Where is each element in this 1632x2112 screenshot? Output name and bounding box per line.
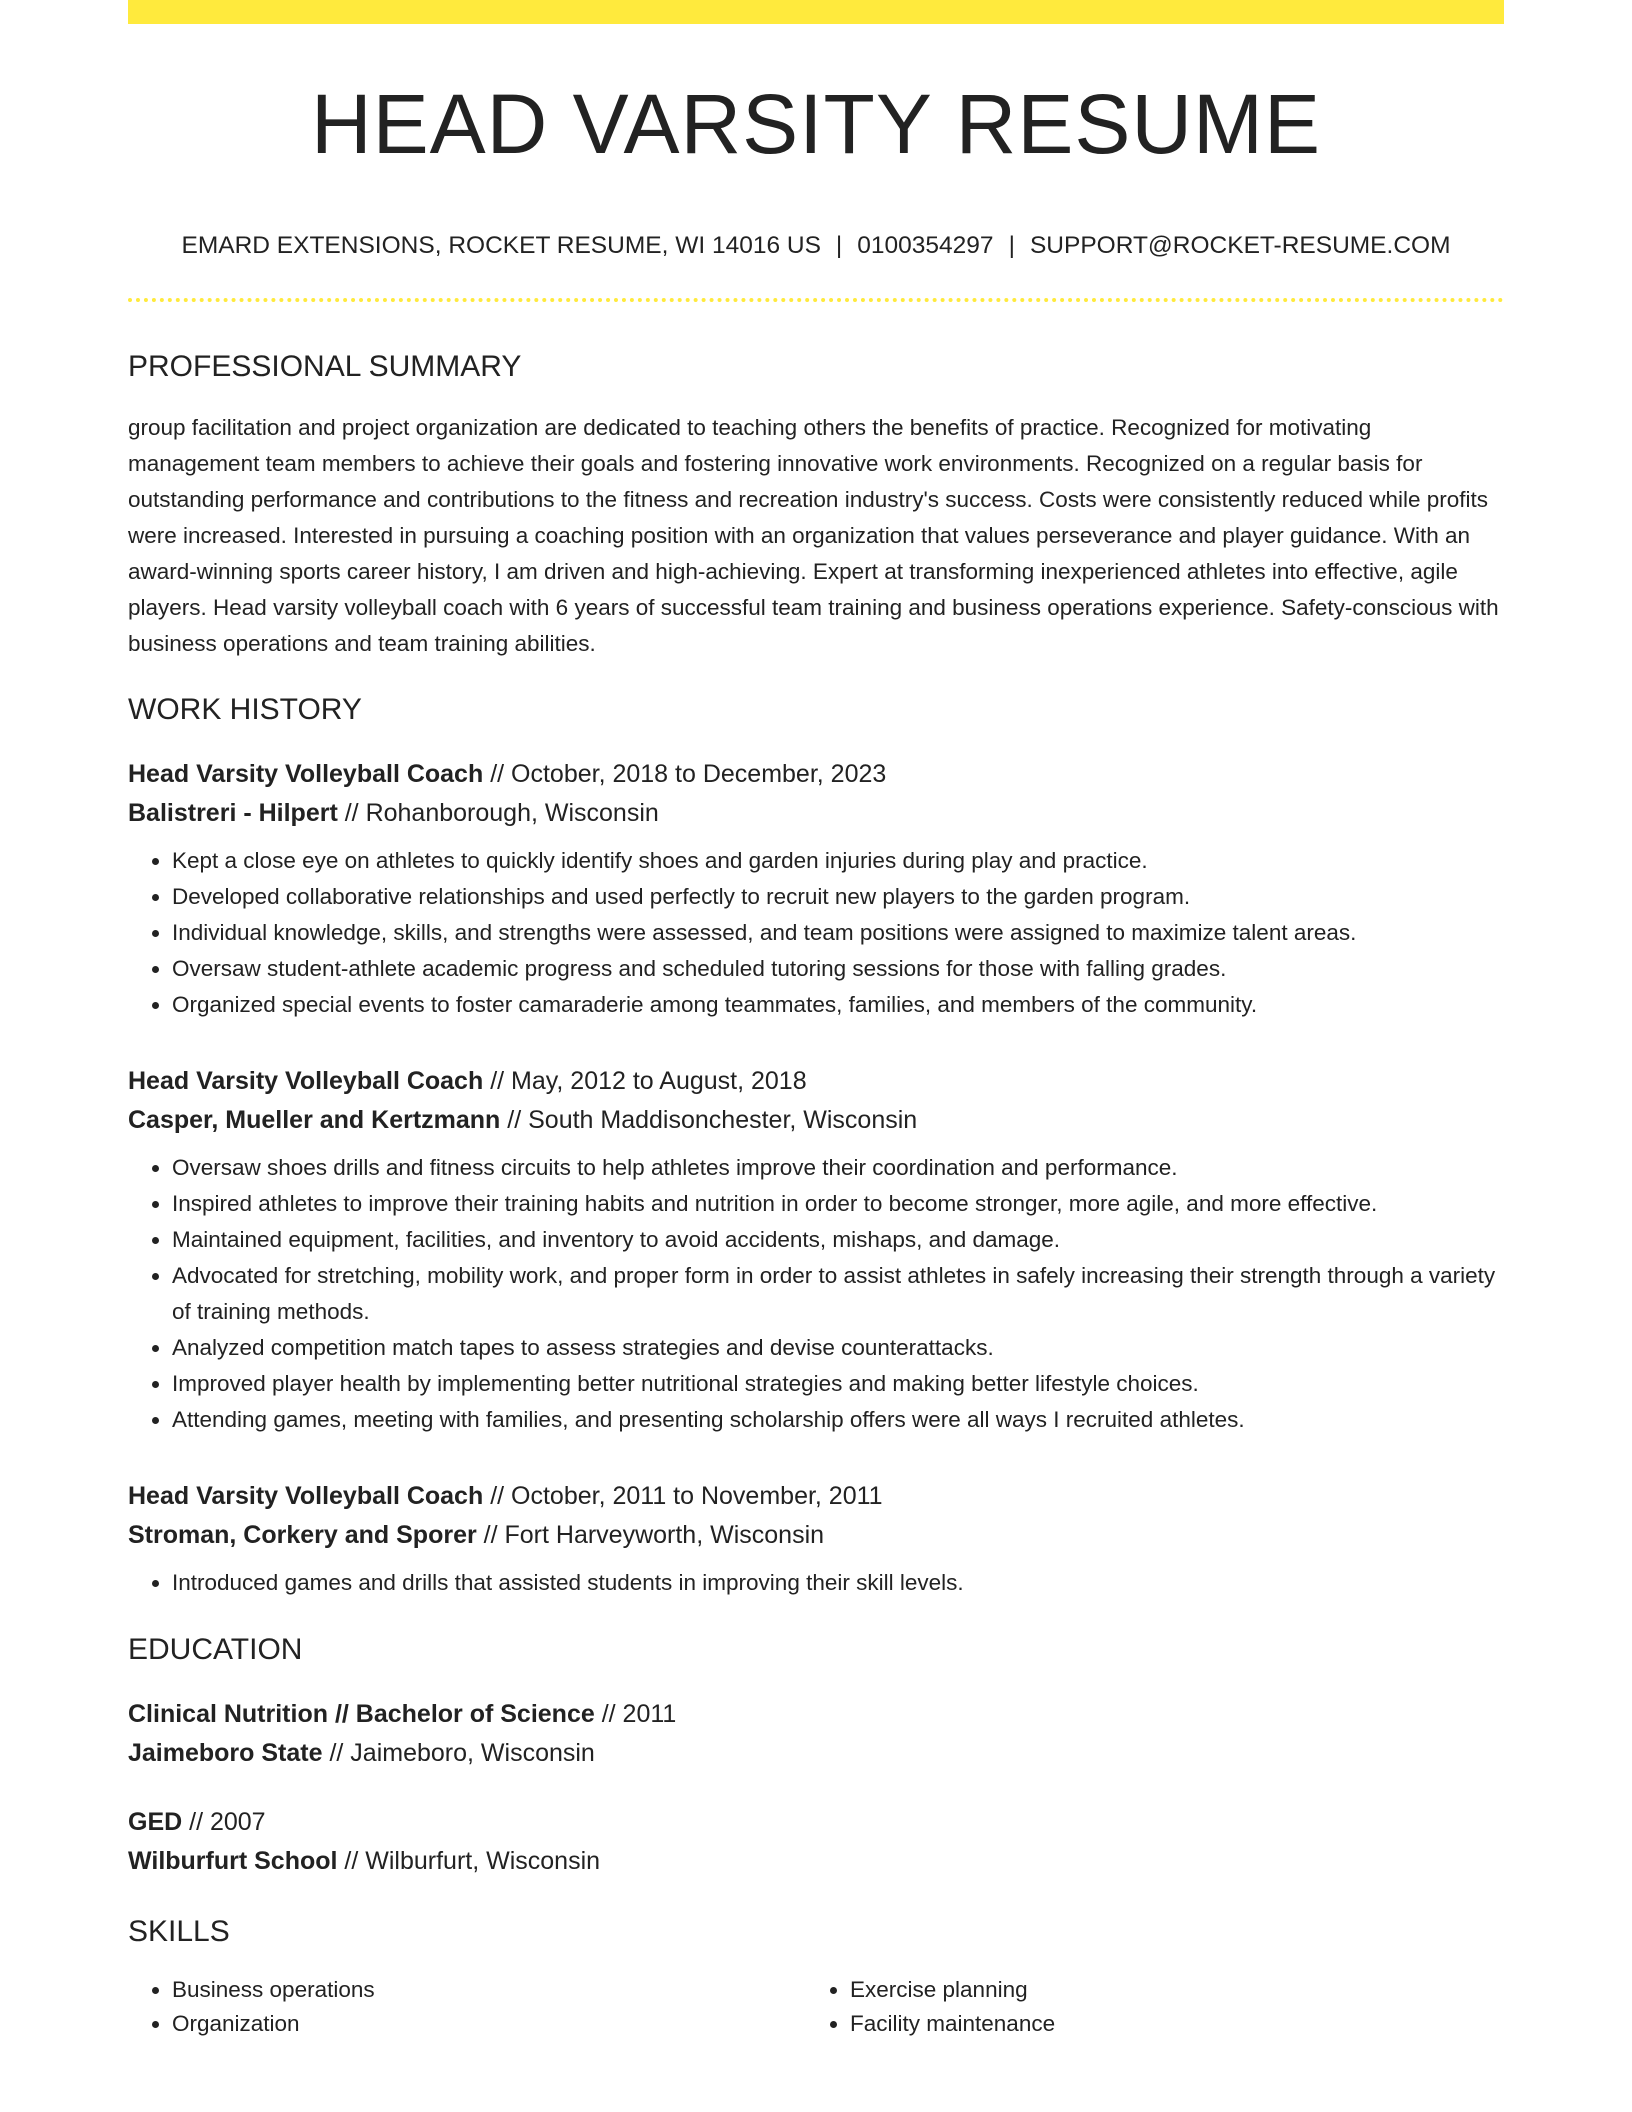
contact-separator: |	[1008, 232, 1015, 259]
education-location: // Wilburfurt, Wisconsin	[337, 1846, 601, 1875]
section-title-summary: PROFESSIONAL SUMMARY	[128, 349, 522, 383]
education-year: // 2007	[182, 1807, 266, 1836]
education-school-line	[128, 1734, 1504, 1773]
job-entry	[128, 1062, 1504, 1438]
dotted-divider	[128, 298, 1504, 302]
education-degree-line	[128, 1803, 1504, 1842]
job-bullet: • Attending games, meeting with families, and presenting scholarship offers were all ways I recruited athletes.	[172, 1402, 1504, 1438]
education-year: // 2011	[594, 1699, 677, 1728]
education-school: Wilburfurt School	[128, 1846, 338, 1875]
contact-line	[128, 234, 1504, 259]
job-company-line	[128, 1516, 1504, 1555]
resume-title: HEAD VARSITY RESUME	[310, 77, 1322, 171]
section-title-education: EDUCATION	[128, 1632, 303, 1666]
job-dates: // October, 2018 to December, 2023	[483, 759, 887, 788]
job-company-line	[128, 794, 1504, 833]
job-role: Head Varsity Volleyball Coach	[128, 759, 484, 788]
section-title-skills: SKILLS	[128, 1914, 230, 1948]
top-accent-bar	[128, 0, 1504, 24]
summary-paragraph: group facilitation and project organization are dedicated to teaching others the benefits of practice. Recognized for motivating management team members to achieve their goals and fostering innovative work environments. Recognized on a regular basis for outstanding performance and contributions to the fitness and recreation industry's success. Costs were consistently reduced while profits were increased. Interested in pursuing a coaching position with an organization that values perseverance and player guidance. With an award-winning sports career history, I am driven and high-achieving. Expert at transforming inexperienced athletes into effective, agile players. Head varsity volleyball coach with 6 years of successful team training and business operations experience. Safety-conscious with business operations and team training abilities.	[128, 414, 1499, 656]
skills-list	[128, 1973, 1504, 2041]
contact-phone: 0100354297	[857, 232, 994, 259]
job-role: Head Varsity Volleyball Coach	[128, 1066, 484, 1095]
job-bullet: • Introduced games and drills that assisted students in improving their skill levels.	[172, 1565, 1504, 1601]
skills-column-left	[128, 1973, 806, 2041]
job-role-line	[128, 755, 1504, 794]
education-degree: Clinical Nutrition // Bachelor of Science	[128, 1699, 595, 1728]
job-bullets	[128, 843, 1504, 1023]
job-bullet: • Analyzed competition match tapes to assess strategies and devise counterattacks.	[172, 1330, 1504, 1366]
education-degree: GED	[128, 1807, 183, 1836]
job-bullet: • Developed collaborative relationships and used perfectly to recruit new players to the garden program.	[172, 879, 1504, 915]
education-location: // Jaimeboro, Wisconsin	[322, 1738, 595, 1767]
job-bullet: • Inspired athletes to improve their training habits and nutrition in order to become stronger, more agile, and more effective.	[172, 1186, 1504, 1222]
job-company-line	[128, 1101, 1504, 1140]
job-role: Head Varsity Volleyball Coach	[128, 1481, 484, 1510]
education-school: Jaimeboro State	[128, 1738, 323, 1767]
education-degree-line	[128, 1695, 1504, 1734]
job-bullet: • Oversaw student-athlete academic progress and scheduled tutoring sessions for those with falling grades.	[172, 951, 1504, 987]
job-bullet: • Organized special events to foster camaraderie among teammates, families, and members of the community.	[172, 987, 1504, 1023]
contact-address: EMARD EXTENSIONS, ROCKET RESUME, WI 14016 US	[181, 232, 821, 259]
job-entry	[128, 1477, 1504, 1601]
job-bullets	[128, 1150, 1504, 1438]
job-company: Stroman, Corkery and Sporer	[128, 1520, 477, 1549]
skill-item: • Organization	[172, 2007, 806, 2041]
job-company: Balistreri - Hilpert	[128, 798, 338, 827]
job-bullets	[128, 1565, 1504, 1601]
job-bullet: • Kept a close eye on athletes to quickly identify shoes and garden injuries during play and practice.	[172, 843, 1504, 879]
skill-item: • Exercise planning	[850, 1973, 1484, 2007]
job-entry	[128, 755, 1504, 1023]
contact-email: SUPPORT@ROCKET-RESUME.COM	[1029, 232, 1451, 259]
job-dates: // May, 2012 to August, 2018	[483, 1066, 807, 1095]
section-title-work-history: WORK HISTORY	[128, 692, 362, 726]
contact-separator: |	[835, 232, 843, 259]
education-entry	[128, 1695, 1504, 1773]
job-bullet: • Advocated for stretching, mobility work, and proper form in order to assist athletes in safely increasing their strength through a variety of training methods.	[172, 1258, 1504, 1330]
job-role-line	[128, 1477, 1504, 1516]
job-company: Casper, Mueller and Kertzmann	[128, 1105, 501, 1134]
resume-page	[128, 0, 1504, 2041]
skill-item: • Business operations	[172, 1973, 806, 2007]
job-location: // Fort Harveyworth, Wisconsin	[476, 1520, 825, 1549]
skill-item: • Facility maintenance	[850, 2007, 1484, 2041]
job-location: // Rohanborough, Wisconsin	[337, 798, 659, 827]
skills-column-right	[806, 1973, 1484, 2041]
job-bullet: • Oversaw shoes drills and fitness circuits to help athletes improve their coordination and performance.	[172, 1150, 1504, 1186]
education-school-line	[128, 1842, 1504, 1881]
job-role-line	[128, 1062, 1504, 1101]
job-bullet: • Individual knowledge, skills, and strengths were assessed, and team positions were assigned to maximize talent areas.	[172, 915, 1504, 951]
education-entry	[128, 1803, 1504, 1881]
job-dates: // October, 2011 to November, 2011	[483, 1481, 883, 1510]
job-bullet: • Maintained equipment, facilities, and inventory to avoid accidents, mishaps, and damage.	[172, 1222, 1504, 1258]
job-location: // South Maddisonchester, Wisconsin	[500, 1105, 918, 1134]
job-bullet: • Improved player health by implementing better nutritional strategies and making better lifestyle choices.	[172, 1366, 1504, 1402]
